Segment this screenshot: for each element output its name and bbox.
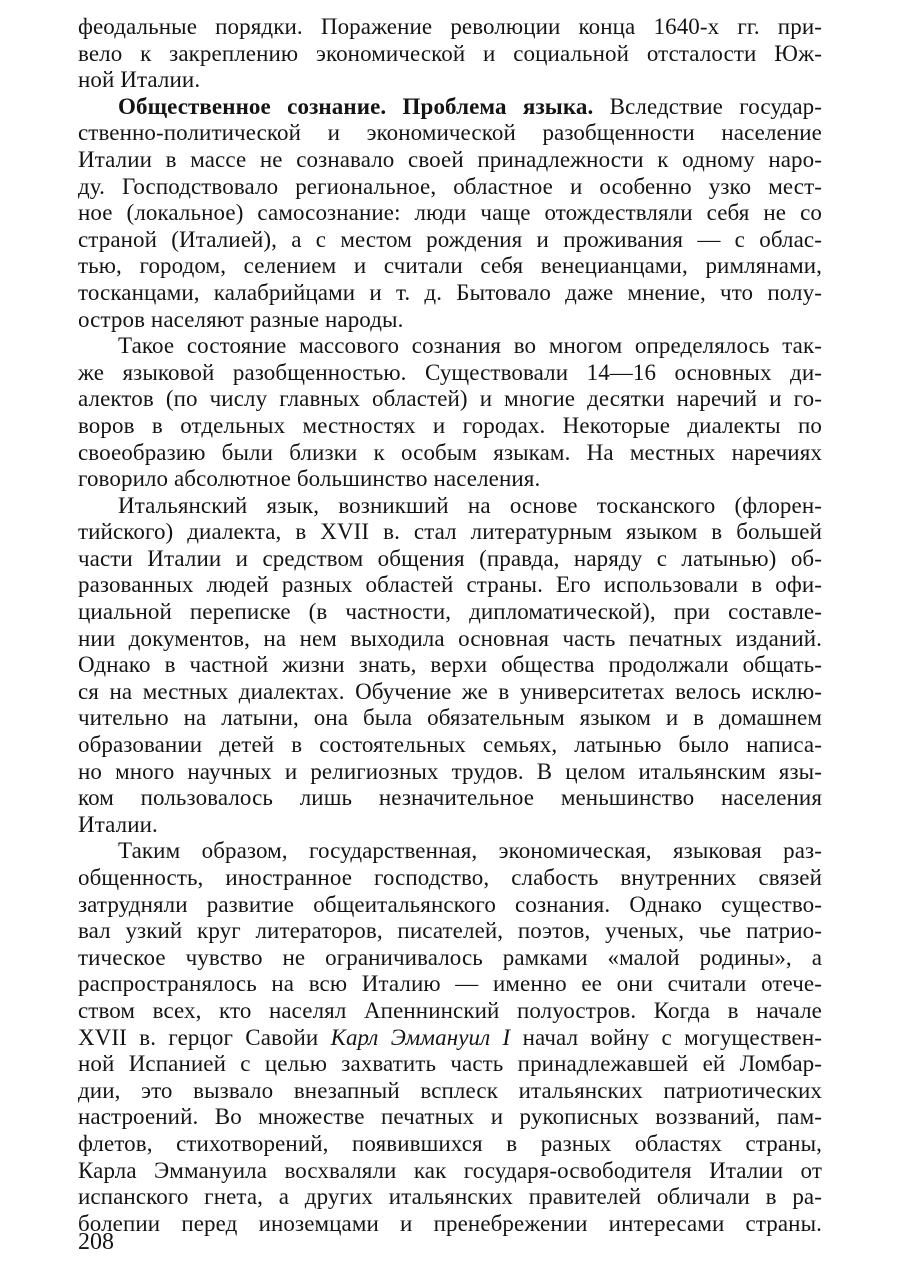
- text-line: ное (локальное) самосознание: люди чаще отождествляли себя не со: [78, 200, 822, 226]
- text-line: своеобразию были близки к особым языкам. На местных наречиях: [78, 439, 822, 465]
- page-body: [78, 14, 822, 1237]
- text-line: испанского гнета, а других итальянских правителей обличали в ра-: [78, 1184, 822, 1210]
- text-line: [78, 94, 822, 121]
- text-line: дии, это вызвало внезапный всплеск итальянских патриотических: [78, 1077, 822, 1103]
- paragraph: [78, 14, 822, 94]
- text-line: ком пользовалось лишь незначительное меньшинство населения: [78, 785, 822, 811]
- text-line: вело к закреплению экономической и социальной отсталости Юж-: [78, 40, 822, 66]
- text-line: ду. Господствовало региональное, областное и особенно узко мест-: [78, 173, 822, 199]
- page-number: 208: [78, 1229, 114, 1255]
- paragraph: [78, 838, 822, 1237]
- text-line: тосканцами, калабрийцами и т. д. Бытовало даже мнение, что полу-: [78, 279, 822, 305]
- text-line: Италии в массе не сознавало своей принадлежности к одному наро-: [78, 146, 822, 172]
- text-line: воров в отдельных местностях и городах. Некоторые диалекты по: [78, 412, 822, 438]
- text-line: разованных людей разных областей страны. Его использовали в офи-: [78, 572, 822, 598]
- text-line: затрудняли развитие общеитальянского сознания. Однако существо-: [78, 891, 822, 917]
- text-line: распространялось на всю Италию — именно ее они считали отече-: [78, 971, 822, 997]
- text-line: части Италии и средством общения (правда, наряду с латынью) об-: [78, 545, 822, 571]
- text-line: ной Италии.: [78, 67, 201, 93]
- person-name: Карл Эммануил I: [330, 1024, 511, 1050]
- text-line: алектов (по числу главных областей) и многие десятки наречий и го-: [78, 386, 822, 412]
- text-line: ной Испанией с целью захватить часть принадлежавшей ей Ломбар-: [78, 1051, 822, 1077]
- text-line: болепии перед иноземцами и пренебрежении интересами страны.: [78, 1210, 822, 1236]
- text-line: говорило абсолютное большинство населения.: [78, 466, 541, 492]
- text-line: нии документов, на нем выходила основная часть печатных изданий.: [78, 625, 822, 651]
- text-line: Однако в частной жизни знать, верхи общества продолжали общать-: [78, 652, 822, 678]
- text-line: Таким образом, государственная, экономическая, языковая раз-: [118, 838, 822, 864]
- text-line: страной (Италией), а с местом рождения и проживания — с облас-: [78, 226, 822, 252]
- text-line: Карла Эммануила восхваляли как государя-освободителя Италии от: [78, 1157, 822, 1183]
- text-run: XVII в. герцог Савойи: [78, 1024, 331, 1050]
- text-line: ством всех, кто населял Апеннинский полуостров. Когда в начале: [78, 997, 822, 1023]
- section-heading: Общественное сознание. Проблема языка.: [118, 93, 594, 119]
- text-line: чительно на латыни, она была обязательным языком и в домашнем: [78, 705, 822, 731]
- text-line: Итальянский язык, возникший на основе тосканского (флорен-: [118, 492, 822, 518]
- text-line: [78, 1025, 822, 1052]
- text-line: же языковой разобщенностью. Существовали 14—16 основных ди-: [78, 359, 822, 385]
- text-line: образовании детей в состоятельных семьях, латынью было написа-: [78, 732, 822, 758]
- text-line: Италии.: [78, 811, 158, 837]
- paragraph: [78, 94, 822, 333]
- text-line: ственно-политической и экономической разобщенности население: [78, 120, 822, 146]
- text-line: настроений. Во множестве печатных и рукописных воззваний, пам-: [78, 1104, 822, 1130]
- text-line: феодальные порядки. Поражение революции конца 1640-х гг. при-: [78, 14, 822, 39]
- text-run: начал войну с могуществен-: [510, 1024, 822, 1050]
- paragraph: [78, 333, 822, 493]
- text-line: флетов, стихотворений, появившихся в разных областях страны,: [78, 1130, 822, 1156]
- text-line: ся на местных диалектах. Обучение же в университетах велось исклю-: [78, 678, 822, 704]
- paragraph: [78, 493, 822, 839]
- text-line: общенность, иностранное господство, слабость внутренних связей: [78, 865, 822, 890]
- text-line: Такое состояние массового сознания во многом определялось так-: [118, 333, 822, 359]
- text-line: но много научных и религиозных трудов. В целом итальянским язы-: [78, 758, 822, 784]
- text-run: Вследствие государ-: [593, 93, 823, 119]
- text-line: остров населяют разные народы.: [78, 306, 404, 332]
- text-line: тийского) диалекта, в XVII в. стал литературным языком в большей: [78, 519, 822, 545]
- text-line: циальной переписке (в частности, дипломатической), при составле-: [78, 599, 822, 625]
- text-line: тическое чувство не ограничивалось рамками «малой родины», а: [78, 944, 822, 970]
- text-line: вал узкий круг литераторов, писателей, поэтов, ученых, чье патрио-: [78, 918, 822, 944]
- text-line: тью, городом, селением и считали себя венецианцами, римлянами,: [78, 253, 822, 279]
